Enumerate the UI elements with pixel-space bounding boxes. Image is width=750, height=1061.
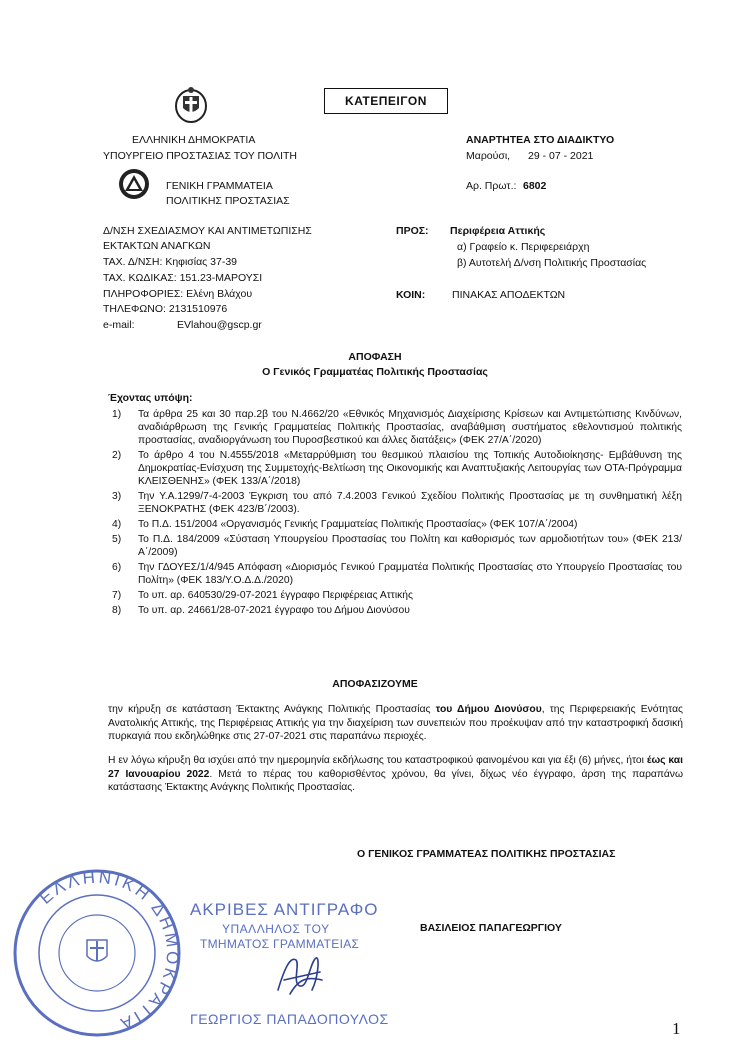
item-text: Το άρθρο 4 του Ν.4555/2018 «Μεταρρύθμιση του θεσμικού πλαισίου της Τοπικής Αυτοδιοίκησης- Εμβάθυνση της Δημοκρατίας-Ενίσχυση της Συμμετοχής-Βελτίωση της Οικονομικής και Αναπτυξιακής Λειτουργίας των ΟΤΑ-Πρόγραμμα ΚΛΕΙΣΘΕΝΗΣ» (ΦΕΚ 133/Α΄/2018) <box>138 450 682 487</box>
signatory-name: ΒΑΣΙΛΕΙΟΣ ΠΑΠΑΓΕΩΡΓΙΟΥ <box>420 922 562 934</box>
sender-dept-line2: ΕΚΤΑΚΤΩΝ ΑΝΑΓΚΩΝ <box>103 240 211 252</box>
item-text: Το υπ. αρ. 640530/29-07-2021 έγγραφο Περιφέρειας Αττικής <box>138 590 413 601</box>
decision-paragraph-1 <box>108 703 683 744</box>
item-text: Την Υ.Α.1299/7-4-2003 Έγκριση του από 7.4.2003 Γενικού Σχεδίου Πολιτικής Προστασίας με τη συνθηματική λέξη ΞΕΝΟΚΡΑΤΗΣ (ΦΕΚ 423/Β΄/2003). <box>138 491 682 515</box>
copy-stamp-line3: ΤΜΗΜΑΤΟΣ ΓΡΑΜΜΑΤΕΙΑΣ <box>200 937 360 951</box>
general-secretariat-line1: ΓΕΝΙΚΗ ΓΡΑΜΜΑΤΕΙΑ <box>166 180 273 192</box>
republic-label: ΕΛΛΗΝΙΚΗ ΔΗΜΟΚΡΑΤΙΑ <box>132 134 256 146</box>
list-item <box>112 589 682 602</box>
sender-email-label: e-mail: <box>103 319 135 331</box>
civil-protection-logo-icon <box>118 168 150 200</box>
decision-subtitle: Ο Γενικός Γραμματέας Πολιτικής Προστασίας <box>262 366 488 378</box>
ministry-label: ΥΠΟΥΡΓΕΙΟ ΠΡΟΣΤΑΣΙΑΣ ΤΟΥ ΠΟΛΙΤΗ <box>103 150 297 162</box>
para1-part-a: την κήρυξη σε κατάσταση Έκτακτης Ανάγκης Πολιτικής Προστασίας <box>108 704 436 715</box>
item-number: 4) <box>112 519 122 530</box>
item-text: Το υπ. αρ. 24661/28-07-2021 έγγραφο του Δήμου Διονύσου <box>138 605 410 616</box>
to-main: Περιφέρεια Αττικής <box>450 225 546 237</box>
urgent-box <box>324 88 448 114</box>
signatory-title: Ο ΓΕΝΙΚΟΣ ΓΡΑΜΜΑΤΕΑΣ ΠΟΛΙΤΙΚΗΣ ΠΡΟΣΤΑΣΙΑΣ <box>357 848 616 860</box>
to-item-b: β) Αυτοτελή Δ/νση Πολιτικής Προστασίας <box>457 257 647 269</box>
sender-postcode: ΤΑΧ. ΚΩΔΙΚΑΣ: 151.23-ΜΑΡΟΥΣΙ <box>103 272 263 284</box>
sender-info: ΠΛΗΡΟΦΟΡΙΕΣ: Ελένη Βλάχου <box>103 288 253 300</box>
we-decide-heading: ΑΠΟΦΑΣΙΖΟΥΜΕ <box>332 678 418 690</box>
para1-municipality: του Δήμου Διονύσου <box>435 704 542 715</box>
place-label: Μαρούσι, <box>466 150 511 162</box>
list-item <box>112 490 682 516</box>
page-number: 1 <box>672 1019 681 1038</box>
item-text: Την ΓΔΟΥΕΣ/1/4/945 Απόφαση «Διορισμός Γενικού Γραμματέα Πολιτικής Προστασίας στο Υπουργείο Προστασίας του Πολίτη» (ΦΕΚ 183/Υ.Ο.Δ.Δ./2020) <box>138 562 682 586</box>
decision-title: ΑΠΟΦΑΣΗ <box>348 351 402 363</box>
considerations-list <box>112 408 682 619</box>
para2-part-c: . Μετά το πέρας του καθορισθέντος χρόνου, θα γίνει, δίχως νέο έγγραφο, άρση της παραπάνω κατάστασης Έκτακτης Ανάγκης Πολιτικής Προστασίας. <box>108 768 683 793</box>
item-number: 3) <box>112 491 122 502</box>
greek-coat-of-arms-icon <box>174 86 208 124</box>
considering-label: Έχοντας υπόψη: <box>108 392 193 404</box>
protocol-number: 6802 <box>523 180 547 192</box>
protocol-label: Αρ. Πρωτ.: <box>466 180 517 192</box>
official-seal <box>12 868 182 1038</box>
para2-part-a: Η εν λόγω κήρυξη θα ισχύει από την ημερομηνία εκδήλωσης του καταστροφικού φαινομένου και για έξι (6) μήνες, ήτοι <box>108 755 647 766</box>
post-online-label: ΑΝΑΡΤΗΤΕΑ ΣΤΟ ΔΙΑΔΙΚΤΥΟ <box>466 134 615 146</box>
item-number: 5) <box>112 534 122 545</box>
to-item-a: α) Γραφείο κ. Περιφερειάρχη <box>457 241 590 253</box>
cc-value: ΠΙΝΑΚΑΣ ΑΠΟΔΕΚΤΩΝ <box>452 289 566 301</box>
sender-address: ΤΑΧ. Δ/ΝΣΗ: Κηφισίας 37-39 <box>103 256 238 268</box>
sender-dept-line1: Δ/ΝΣΗ ΣΧΕΔΙΑΣΜΟΥ ΚΑΙ ΑΝΤΙΜΕΤΩΠΙΣΗΣ <box>103 225 312 237</box>
para1-part-c: , της Περιφερειακής Ενότητας Ανατολικής Αττικής, της Περιφέρειας Αττικής για την διαχείριση των συνεπειών που προέκυψαν από την καταστροφική δασική πυρκαγιά που εκδηλώθηκε στις 27-07-2021 στις παραπάνω περιοχές. <box>108 704 684 742</box>
item-text: Το Π.Δ. 151/2004 «Οργανισμός Γενικής Γραμματείας Πολιτικής Προστασίας» (ΦΕΚ 107/Α΄/2004) <box>138 519 578 530</box>
list-item <box>112 561 682 587</box>
decision-paragraph-2 <box>108 754 683 795</box>
item-number: 7) <box>112 590 122 601</box>
sender-email: EVlahou@gscp.gr <box>177 319 262 331</box>
sender-phone: ΤΗΛΕΦΩΝΟ: 2131510976 <box>103 303 228 315</box>
general-secretariat-line2: ΠΟΛΙΤΙΚΗΣ ΠΡΟΣΤΑΣΙΑΣ <box>166 195 290 207</box>
copy-stamp-line1: ΑΚΡΙΒΕΣ ΑΝΤΙΓΡΑΦΟ <box>190 900 379 919</box>
list-item <box>112 604 682 617</box>
para2-end-date: έως και 27 Ιανουαρίου 2022 <box>108 755 684 780</box>
urgent-label: ΚΑΤΕΠΕΙΓΟΝ <box>345 94 427 108</box>
document-date: 29 - 07 - 2021 <box>528 150 594 162</box>
item-text: Το Π.Δ. 184/2009 «Σύσταση Υπουργείου Προστασίας του Πολίτη και καθορισμός των αρμοδιοτήτων του» (ΦΕΚ 213/Α΄/2009) <box>138 534 682 558</box>
item-number: 1) <box>112 409 122 420</box>
seal-text: ΕΛΛΗΝΙΚΗ ΔΗΜΟΚΡΑΤΙΑ <box>35 868 182 1035</box>
list-item <box>112 449 682 488</box>
list-item <box>112 408 682 447</box>
cc-label: ΚΟΙΝ: <box>396 289 426 301</box>
item-text: Τα άρθρα 25 και 30 παρ.2β του Ν.4662/20 «Εθνικός Μηχανισμός Διαχείρισης Κρίσεων και Αντιμετώπισης Κινδύνων, αναδιάρθρωση της Γενικής Γραμματείας Πολιτικής Προστασίας, αναβάθμιση συστήματος εθελοντισμού πολιτικής προστασίας, αναδιοργάνωση του Πυροσβεστικού και άλλες διατάξεις» (ΦΕΚ 27/Α΄/2020) <box>138 409 682 446</box>
to-label: ΠΡΟΣ: <box>396 225 429 237</box>
item-number: 8) <box>112 605 122 616</box>
list-item <box>112 518 682 531</box>
copy-stamp-line2: ΥΠΑΛΛΗΛΟΣ ΤΟΥ <box>222 922 330 936</box>
handwritten-signature <box>270 950 330 1000</box>
list-item <box>112 533 682 559</box>
item-number: 6) <box>112 562 122 573</box>
item-number: 2) <box>112 450 122 461</box>
copy-stamp-name: ΓΕΩΡΓΙΟΣ ΠΑΠΑΔΟΠΟΥΛΟΣ <box>190 1011 389 1027</box>
